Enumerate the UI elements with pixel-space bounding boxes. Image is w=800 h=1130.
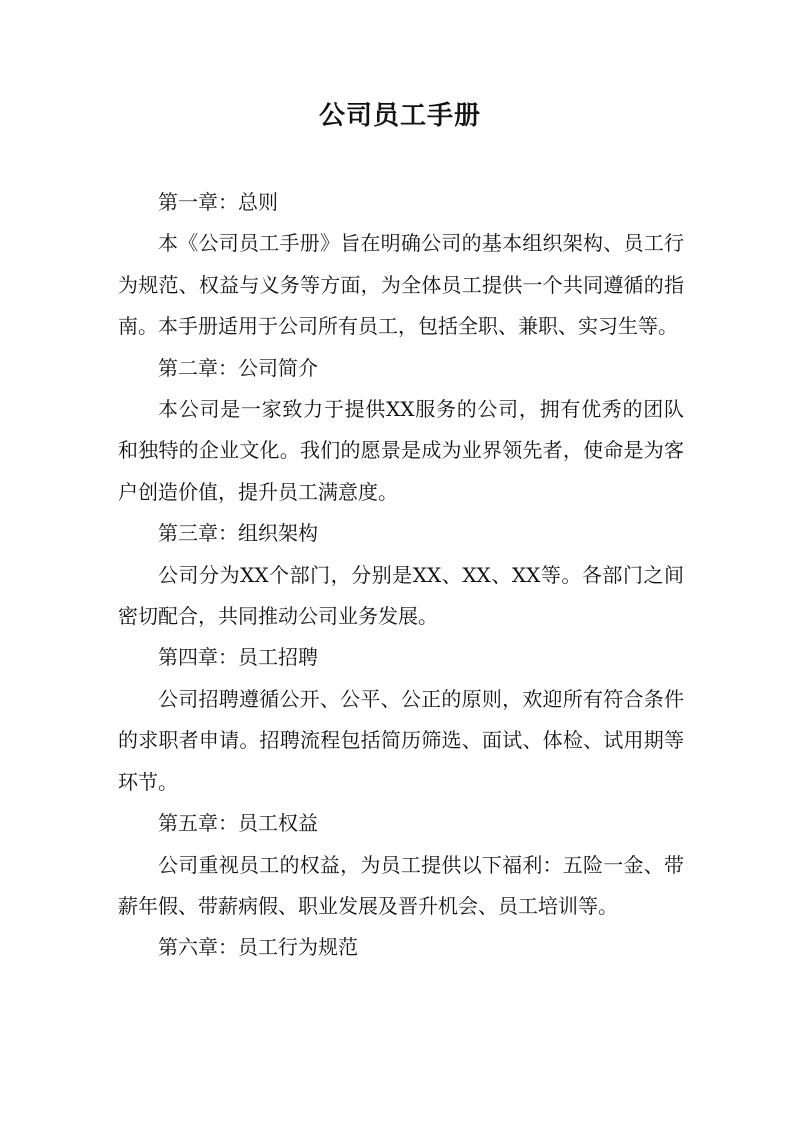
- chapter-5-heading: 第五章：员工权益: [158, 811, 318, 836]
- chapter-5-body: 公司重视员工的权益，为员工提供以下福利：五险一金、带薪年假、带薪病假、职业发展及晋升机会、员工培训等。: [118, 852, 684, 918]
- chapter-6-heading: 第六章：员工行为规范: [158, 935, 358, 960]
- chapter-2-body: 本公司是一家致力于提供XX服务的公司，拥有优秀的团队和独特的企业文化。我们的愿景是成为业界领先者，使命是为客户创造价值，提升员工满意度。: [118, 397, 684, 504]
- document-title: 公司员工手册: [318, 101, 481, 131]
- chapter-3-heading: 第三章：组织架构: [158, 521, 318, 546]
- chapter-4-heading: 第四章：员工招聘: [158, 645, 318, 670]
- document-body: [118, 182, 684, 969]
- chapter-3-body: 公司分为XX个部门，分别是XX、XX、XX等。各部门之间密切配合，共同推动公司业务发展。: [118, 562, 684, 629]
- chapter-1-heading: 第一章：总则: [158, 190, 278, 214]
- chapter-4-body: 公司招聘遵循公开、公平、公正的原则，欢迎所有符合条件的求职者申请。招聘流程包括简历筛选、面试、体检、试用期等环节。: [118, 686, 684, 794]
- chapter-1-body: 本《公司员工手册》旨在明确公司的基本组织架构、员工行为规范、权益与义务等方面，为全体员工提供一个共同遵循的指南。本手册适用于公司所有员工，包括全职、兼职、实习生等。: [118, 231, 684, 339]
- chapter-2-heading: 第二章：公司简介: [158, 355, 318, 380]
